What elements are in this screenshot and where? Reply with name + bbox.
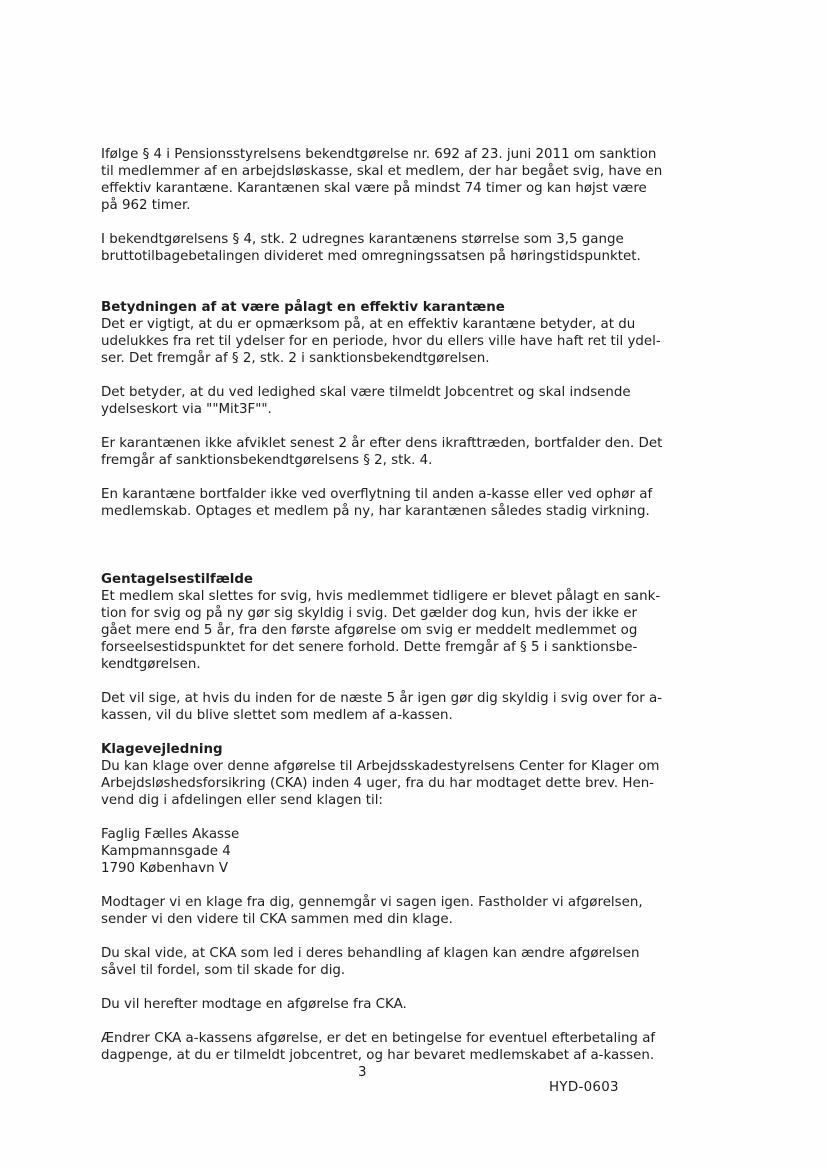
text-line: Det er vigtigt, at du er opmærksom på, at en effektiv karantæne betyder, at du — [101, 317, 636, 332]
text-line: Det betyder, at du ved ledighed skal være tilmeldt Jobcentret og skal indsende — [101, 385, 631, 400]
text-line: bruttotilbagebetalingen divideret med omregningssatsen på høringstidspunktet. — [101, 249, 641, 264]
page-number: 3 — [358, 1065, 367, 1080]
text-line: ydelseskort via ""Mit3F"". — [101, 402, 272, 417]
text-line: tion for svig og på ny gør sig skyldig i svig. Det gælder dog kun, hvis der ikke er — [101, 606, 637, 621]
paragraph-repeat-consequence — [101, 690, 701, 724]
section-complaint-guidance — [101, 741, 701, 809]
address-name: Faglig Fælles Akasse — [101, 827, 240, 842]
text-line: fremgår af sanktionsbekendtgørelsens § 2, stk. 4. — [101, 453, 433, 468]
text-line: gået mere end 5 år, fra den første afgørelse om svig er meddelt medlemmet og — [101, 623, 638, 638]
section-effective-quarantine — [101, 299, 701, 367]
text-line: Er karantænen ikke afviklet senest 2 år efter dens ikrafttræden, bortfalder den. Det — [101, 436, 663, 451]
text-line: kassen, vil du blive slettet som medlem af a-kassen. — [101, 708, 453, 723]
text-line: effektiv karantæne. Karantænen skal være på mindst 74 timer og kan højst være — [101, 181, 647, 196]
text-line: Arbejdsløshedsforsikring (CKA) inden 4 uger, fra du har modtaget dette brev. Hen- — [101, 776, 655, 791]
paragraph-quarantine-transfer — [101, 486, 701, 520]
text-line: kendtgørelsen. — [101, 657, 201, 672]
paragraph-jobcenter-registration — [101, 384, 701, 418]
text-line: Du vil herefter modtage en afgørelse fra CKA. — [101, 997, 407, 1012]
text-line: sender vi den videre til CKA sammen med din klage. — [101, 912, 453, 927]
text-line: Du skal vide, at CKA som led i deres behandling af klagen kan ændre afgørelsen — [101, 946, 640, 961]
section-repeat-cases — [101, 571, 701, 673]
paragraph-sanction-basis — [101, 146, 701, 214]
section-heading: Betydningen af at være pålagt en effektiv karantæne — [101, 300, 505, 315]
text-line: medlemskab. Optages et medlem på ny, har karantænen således stadig virkning. — [101, 504, 650, 519]
address-city: 1790 København V — [101, 861, 229, 876]
paragraph-cka-authority — [101, 945, 701, 979]
text-line: Du kan klage over denne afgørelse til Arbejdsskadestyrelsens Center for Klager om — [101, 759, 660, 774]
text-line: ser. Det fremgår af § 2, stk. 2 i sanktionsbekendtgørelsen. — [101, 351, 490, 366]
document-body — [101, 146, 701, 1064]
address-street: Kampmannsgade 4 — [101, 844, 231, 859]
paragraph-quarantine-calculation — [101, 231, 701, 265]
reference-code: HYD-0603 — [549, 1080, 619, 1095]
text-line: til medlemmer af en arbejdsløskasse, skal et medlem, der har begået svig, have en — [101, 164, 663, 179]
text-line: En karantæne bortfalder ikke ved overflytning til anden a-kasse eller ved ophør af — [101, 487, 653, 502]
text-line: Det vil sige, at hvis du inden for de næste 5 år igen gør dig skyldig i svig over for a- — [101, 691, 663, 706]
paragraph-cka-decision — [101, 996, 701, 1013]
text-line: Ændrer CKA a-kassens afgørelse, er det en betingelse for eventuel efterbetaling af — [101, 1031, 656, 1046]
text-line: Ifølge § 4 i Pensionsstyrelsens bekendtgørelse nr. 692 af 23. juni 2011 om sanktion — [101, 147, 657, 162]
paragraph-quarantine-expiry — [101, 435, 701, 469]
section-heading: Klagevejledning — [101, 742, 223, 757]
text-line: såvel til fordel, som til skade for dig. — [101, 963, 346, 978]
paragraph-complaint-review — [101, 894, 701, 928]
text-line: forseelsestidspunktet for det senere forhold. Dette fremgår af § 5 i sanktionsbe- — [101, 640, 638, 655]
paragraph-back-payment — [101, 1030, 701, 1064]
address-block — [101, 826, 701, 877]
text-line: dagpenge, at du er tilmeldt jobcentret, og har bevaret medlemskabet af a-kassen. — [101, 1048, 655, 1063]
text-line: Modtager vi en klage fra dig, gennemgår vi sagen igen. Fastholder vi afgørelsen, — [101, 895, 643, 910]
text-line: udelukkes fra ret til ydelser for en periode, hvor du ellers ville have haft ret til ydel- — [101, 334, 661, 349]
text-line: I bekendtgørelsens § 4, stk. 2 udregnes karantænens størrelse som 3,5 gange — [101, 232, 624, 247]
text-line: Et medlem skal slettes for svig, hvis medlemmet tidligere er blevet pålagt en sank- — [101, 589, 661, 604]
section-heading: Gentagelsestilfælde — [101, 572, 254, 587]
text-line: på 962 timer. — [101, 198, 191, 213]
text-line: vend dig i afdelingen eller send klagen til: — [101, 793, 383, 808]
